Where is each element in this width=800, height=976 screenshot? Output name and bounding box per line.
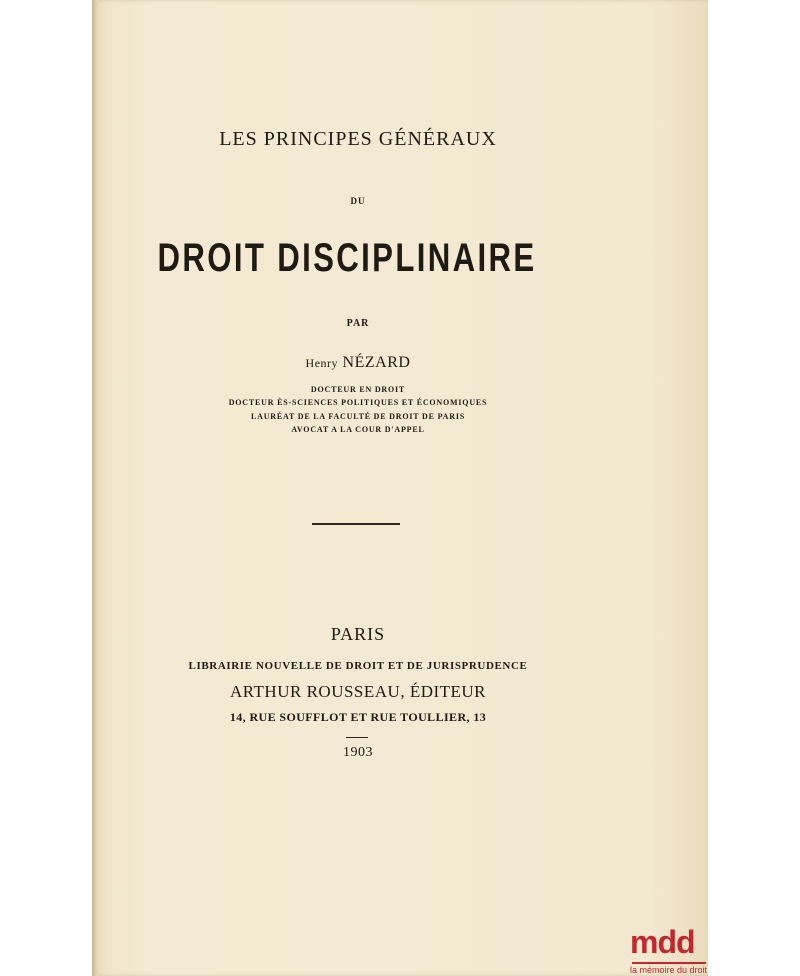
- logo-underline: [632, 962, 706, 964]
- title-connector: DU: [350, 196, 366, 206]
- divider-rule: [312, 523, 400, 525]
- author-last-name: NÉZARD: [342, 354, 411, 371]
- publication-city: PARIS: [330, 624, 386, 644]
- publisher-address: 14, RUE SOUFFLOT ET RUE TOULLIER, 13: [229, 710, 487, 724]
- author-name: [50, 354, 666, 372]
- publisher-name: ARTHUR ROUSSEAU, ÉDITEUR: [229, 682, 487, 701]
- series-title: LES PRINCIPES GÉNÉRAUX: [219, 128, 497, 150]
- credential-line: DOCTEUR EN DROIT: [310, 385, 406, 394]
- credential-line: AVOCAT A LA COUR D'APPEL: [291, 425, 425, 434]
- logo-tagline: la mémoire du droit: [630, 965, 708, 975]
- short-dash: [346, 737, 368, 738]
- mdd-logo-mark: mdd: [630, 924, 695, 960]
- author-first-name: Henry: [305, 356, 339, 370]
- credential-line: DOCTEUR ÈS-SCIENCES POLITIQUES ET ÉCONOMIQUES: [228, 398, 488, 407]
- publication-year: 1903: [343, 745, 373, 760]
- publisher-house: LIBRAIRIE NOUVELLE DE DROIT ET DE JURISPRUDENCE: [188, 660, 528, 672]
- credential-line: LAURÉAT DE LA FACULTÉ DE DROIT DE PARIS: [251, 412, 465, 421]
- by-label: PAR: [346, 318, 370, 329]
- main-title: DROIT DISCIPLINAIRE: [157, 236, 537, 280]
- mdd-watermark-logo: [626, 924, 736, 976]
